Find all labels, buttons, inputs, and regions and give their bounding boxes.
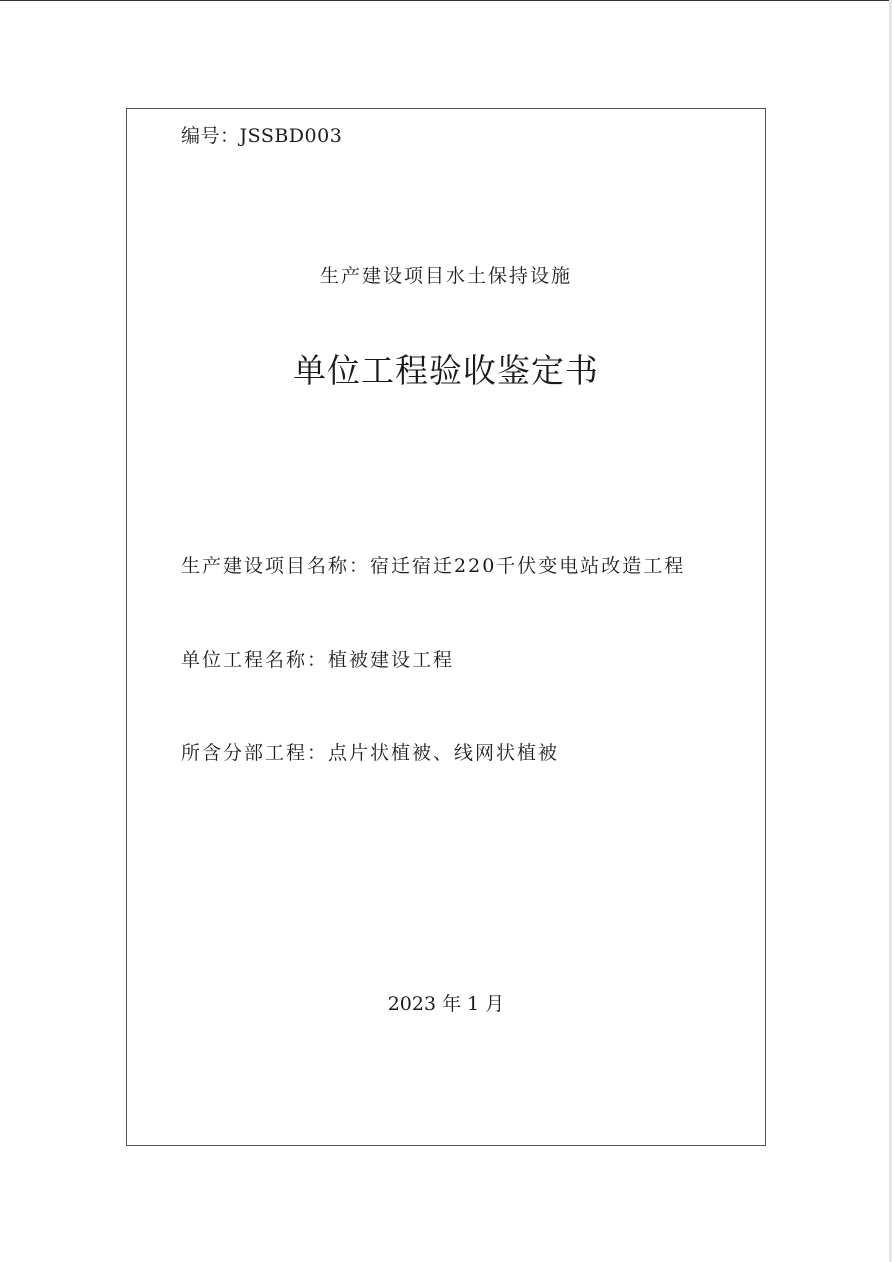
document-frame — [126, 108, 766, 1146]
unit-name-field — [181, 645, 454, 672]
serial-value: JSSBD003 — [239, 125, 343, 147]
serial-label: 编号： — [181, 125, 240, 147]
sub-works-value: 点片状植被、线网状植被 — [328, 742, 560, 764]
page-top-border — [0, 0, 892, 1]
project-name-label: 生产建设项目名称： — [181, 555, 371, 577]
project-name-field — [181, 551, 685, 578]
sub-works-field — [181, 738, 559, 765]
document-subtitle: 生产建设项目水土保持设施 — [319, 265, 572, 287]
unit-name-label: 单位工程名称： — [181, 649, 329, 671]
project-name-value: 宿迁宿迁220千伏变电站改造工程 — [370, 555, 686, 577]
sub-works-label: 所含分部工程： — [181, 742, 329, 764]
serial-number — [181, 121, 342, 148]
unit-name-value: 植被建设工程 — [328, 649, 455, 671]
document-title: 单位工程验收鉴定书 — [293, 351, 599, 390]
document-date: 2023 年 1 月 — [387, 993, 505, 1015]
